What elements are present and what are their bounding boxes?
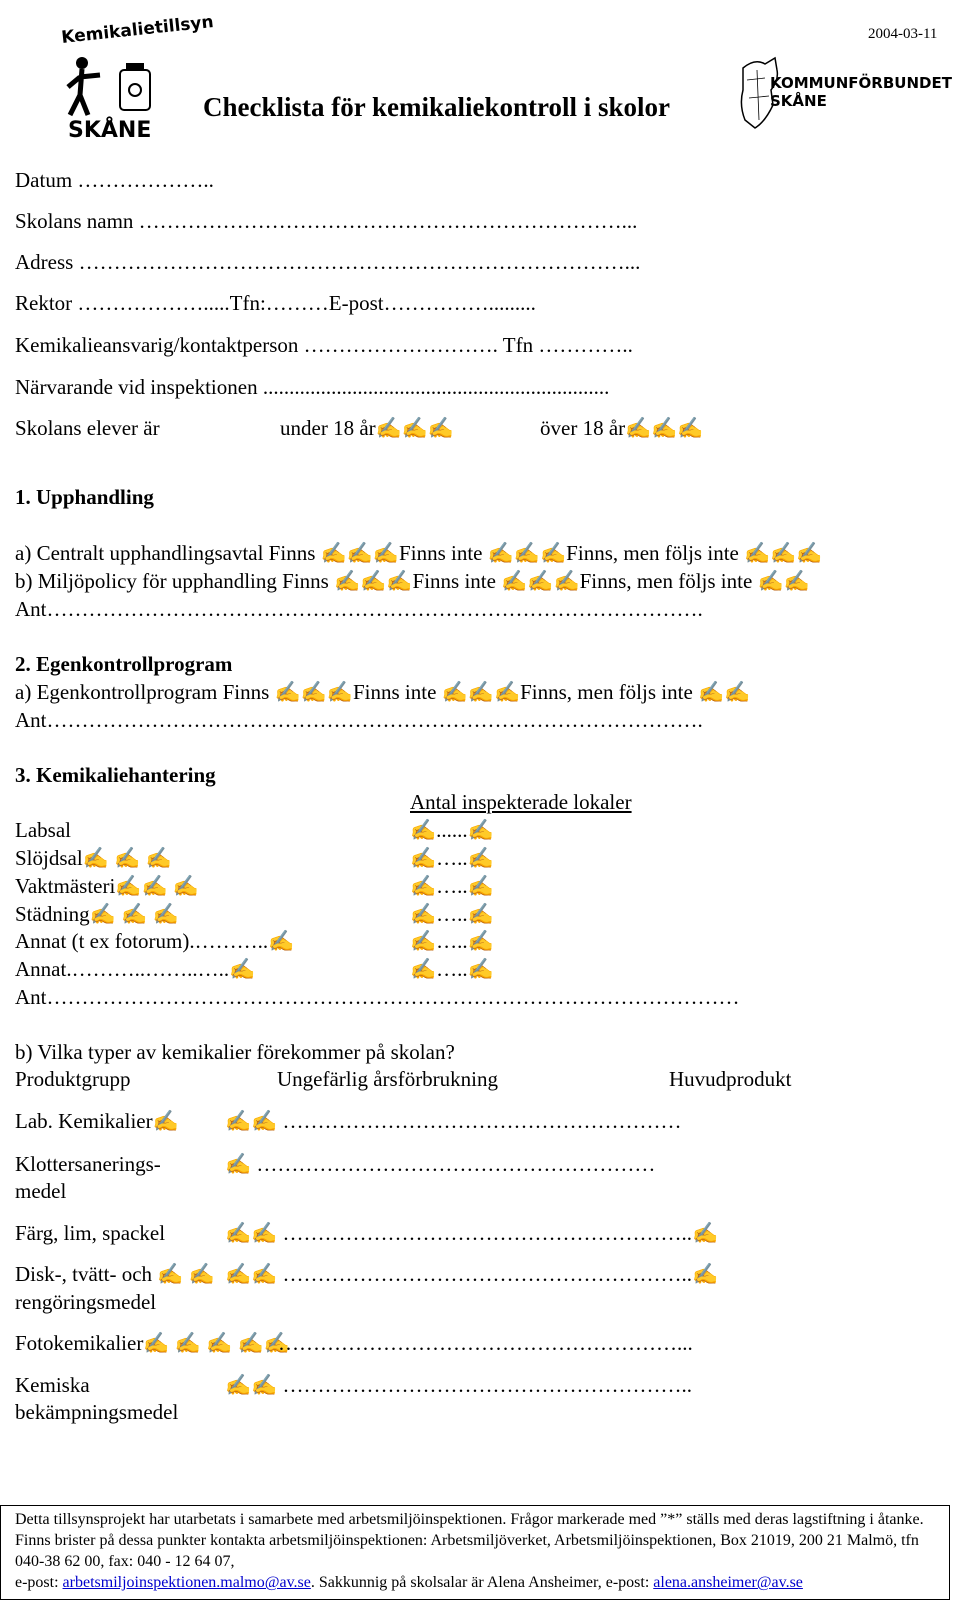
elever-over-18-checkbox[interactable]: över 18 år✍✍✍ [540, 416, 704, 440]
rektor-field[interactable]: Rektor ……………….....Tfn:………E-post……………......... [15, 291, 536, 315]
email-link-arbetsmiljo[interactable]: arbetsmiljoinspektionen.malmo@av.se [62, 1574, 311, 1592]
product-amount[interactable]: ✍✍ …………………………………………………..✍ [225, 1262, 719, 1286]
email-link-ansheimer[interactable]: alena.ansheimer@av.se [653, 1574, 803, 1592]
header-huvudprodukt: Huvudprodukt [669, 1067, 792, 1091]
kemikalietillsyn-logo [60, 12, 215, 143]
section-3-heading: 3. Kemikaliehantering [15, 763, 216, 787]
page-title: Checklista för kemikaliekontroll i skolor [203, 92, 671, 122]
section-2-ant-field[interactable]: Ant…………………………………………………………………………………. [15, 708, 703, 732]
product-name[interactable]: Lab. Kemikalier✍ [15, 1109, 179, 1133]
lokal-row-label[interactable]: Annat.………..……..…..✍ [15, 957, 256, 981]
product-name-cont: medel [15, 1179, 67, 1203]
product-amount[interactable]: …………………………………………………... [278, 1331, 693, 1355]
section-1-heading: 1. Upphandling [15, 485, 154, 509]
lokal-row-label[interactable]: Annat (t ex fotorum).………..✍ [15, 929, 295, 953]
product-name[interactable]: Disk-, tvätt- och ✍ ✍ [15, 1262, 215, 1286]
elever-under-18-checkbox[interactable]: under 18 år✍✍✍ [280, 416, 455, 440]
product-amount[interactable]: ✍✍ ………………………………………………… [225, 1109, 682, 1133]
logo-right-line1: KOMMUNFÖRBUNDET [770, 74, 952, 92]
lokal-row-label[interactable]: Städning✍ ✍ ✍ [15, 902, 179, 926]
kommunforbundet-logo [735, 50, 957, 138]
product-amount[interactable]: ✍✍ ………………………………………………….. [225, 1373, 693, 1397]
section-1-a-row[interactable]: a) Centralt upphandlingsavtal Finns ✍✍✍Finns inte ✍✍✍Finns, men följs inte ✍✍✍ [15, 541, 823, 565]
lokal-row-count[interactable]: ✍…..✍ [410, 902, 494, 926]
section-2-a-row[interactable]: a) Egenkontrollprogram Finns ✍✍✍Finns inte ✍✍✍Finns, men följs inte ✍✍ [15, 680, 751, 704]
product-name: Kemiska [15, 1373, 90, 1397]
lokal-row-count[interactable]: ✍…..✍ [410, 846, 494, 870]
datum-field[interactable]: Datum ……………….. [15, 168, 214, 192]
antal-lokaler-header: Antal inspekterade lokaler [410, 790, 632, 814]
footer-text: Detta tillsynsprojekt har utarbetats i samarbete med arbetsmiljöinspektionen. Frågor markerade med ”*” ställs med deras lagstiftning i åtanke. Finns brister på dessa punkter kontakta arbetsmiljöinspektionen: Arbetsmiljöverket, Arbetsmiljöinspektionen, Box 21019, 200 21 Malmö, tfn 040-38 62 00, fax: 040 - 12 64 07, [15, 1511, 924, 1571]
logo-top-text: Kemikalietillsyn [60, 12, 215, 48]
section-1-b-row[interactable]: b) Miljöpolicy för upphandling Finns ✍✍✍Finns inte ✍✍✍Finns, men följs inte ✍✍ [15, 569, 810, 593]
lokal-row-label: Labsal [15, 818, 71, 842]
product-name-cont: rengöringsmedel [15, 1290, 157, 1314]
footer-email-prefix: e-post: [15, 1574, 63, 1592]
elever-label: Skolans elever är [15, 416, 160, 440]
product-name: Klottersanerings- [15, 1152, 161, 1176]
lokal-row-count[interactable]: ✍…..✍ [410, 929, 494, 953]
product-name: Färg, lim, spackel [15, 1221, 166, 1245]
lokal-row-label[interactable]: Slöjdsal✍ ✍ ✍ [15, 846, 172, 870]
product-amount[interactable]: ✍ ………………………………………………… [225, 1152, 656, 1176]
section-1-ant-field[interactable]: Ant…………………………………………………………………………………. [15, 597, 703, 621]
question-b: b) Vilka typer av kemikalier förekommer på skolan? [15, 1040, 455, 1064]
lokal-row-count[interactable]: ✍…..✍ [410, 874, 494, 898]
footer-text-2: . Sakkunnig på skolsalar är Alena Ansheimer, e-post: [310, 1574, 654, 1592]
product-name[interactable]: Fotokemikalier✍ ✍ ✍ ✍✍ [15, 1331, 290, 1355]
lokal-row-label[interactable]: Vaktmästeri✍✍ ✍ [15, 874, 199, 898]
logo-right-line2: SKÅNE [770, 92, 827, 110]
header-produktgrupp: Produktgrupp [15, 1067, 131, 1091]
document-date: 2004-03-11 [868, 26, 938, 42]
section-2-heading: 2. Egenkontrollprogram [15, 652, 233, 676]
footer-box [0, 1505, 950, 1600]
header-arsforbrukning: Ungefärlig årsförbrukning [277, 1067, 499, 1091]
kontaktperson-field[interactable]: Kemikalieansvarig/kontaktperson ………………………. Tfn ………….. [15, 333, 633, 357]
lokal-row-count[interactable]: ✍…..✍ [410, 957, 494, 981]
lokal-row-count[interactable]: ✍......✍ [410, 818, 494, 842]
section-3-ant-field[interactable]: Ant……………………………………………………………………………………… [15, 985, 740, 1009]
product-amount[interactable]: ✍✍ …………………………………………………..✍ [225, 1221, 719, 1245]
narvarande-field[interactable]: Närvarande vid inspektionen .................................................................. [15, 375, 610, 399]
product-name-cont: bekämpningsmedel [15, 1400, 179, 1424]
adress-field[interactable]: Adress ……………………………………………………………………... [15, 250, 641, 274]
skolans-namn-field[interactable]: Skolans namn ……………………………………………………………... [15, 209, 638, 233]
logo-bottom-text: SKÅNE [68, 118, 152, 143]
